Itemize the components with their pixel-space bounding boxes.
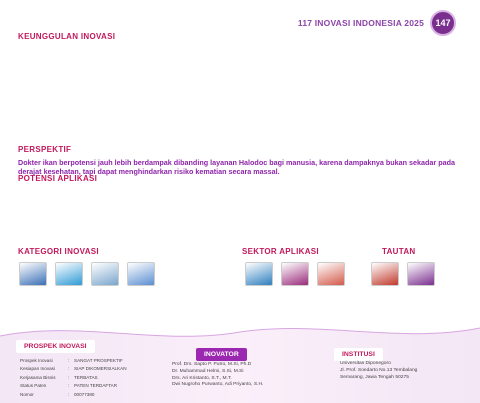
prospek-sep: : [68, 374, 70, 380]
prospek-row [20, 365, 154, 373]
sektor-icon [317, 262, 345, 286]
keunggulan-title: KEUNGGULAN INOVASI [18, 32, 116, 41]
sektor-title: SEKTOR APLIKASI [242, 247, 319, 256]
kategori-item [54, 262, 84, 288]
sektor-icon [281, 262, 309, 286]
sektor-icon [245, 262, 273, 286]
prospek-key: Nomor [20, 391, 34, 397]
inovator-list [172, 362, 263, 389]
inovator-name: Prof. Drs. Sapto P. Putro, M.Si, Ph.D [172, 362, 252, 367]
tautan-title: TAUTAN [382, 247, 416, 256]
inovator-name: Dwi Nugroho Purwanto, Adi Priyanto, S.H. [172, 382, 264, 388]
prospek-value: PATEN TERDAFTAR [74, 383, 118, 389]
inovator-name: Drs. Ari Kristanto, S.T., M.T. [172, 375, 232, 381]
kategori-icon [127, 262, 155, 286]
kategori-item [90, 262, 120, 288]
inovator-name: Dr. Muhammad Helmi, S.Si, M.Si [172, 368, 244, 374]
prospek-key: Status Paten [20, 383, 47, 389]
kategori-icons [18, 262, 156, 288]
prospek-value: TERBATAS [74, 374, 98, 380]
perspektif-text: Dokter ikan berpotensi jauh lebih berdampak dibanding layanan Halodoc bagi manusia, karena dampaknya bukan sekadar pada derajat kesehatan, tapi dapat menghindarkan risiko kematian secara massal. [18, 158, 455, 176]
institusi-line: Universitas Diponegoro [340, 361, 391, 366]
tautan-item [370, 262, 400, 288]
sektor-icons [244, 262, 346, 288]
prospek-row [20, 391, 154, 399]
prospek-row [20, 374, 154, 382]
kategori-icon [91, 262, 119, 286]
header-title: 117 INOVASI INDONESIA 2025 [297, 18, 424, 28]
inovator-tab: INOVATOR [196, 348, 247, 361]
prospek-value: SIAP DIKOMERSIALKAN [74, 366, 127, 372]
institusi-tab: INSTITUSI [334, 348, 383, 361]
prospek-sep: : [68, 358, 70, 363]
prospek-key: Prospek Inovasi [20, 358, 53, 363]
prospek-tab: PROSPEK INOVASI [16, 340, 95, 353]
prospek-sep: : [68, 366, 70, 372]
prospek-table [20, 357, 154, 399]
sektor-item [280, 262, 310, 288]
tautan-icon [371, 262, 399, 286]
prospek-sep: : [68, 383, 70, 389]
perspektif-title: PERSPEKTIF [18, 145, 72, 154]
sektor-item [244, 262, 274, 288]
page-header [298, 10, 456, 36]
prospek-key: Kesiapan Inovasi [20, 366, 55, 372]
kategori-icon [19, 262, 47, 286]
tautan-icons [370, 262, 436, 288]
prospek-row [20, 357, 154, 365]
sektor-item [316, 262, 346, 288]
kategori-item [126, 262, 156, 288]
aplikasi-title: POTENSI APLIKASI [18, 174, 98, 183]
prospek-row [20, 382, 154, 390]
kategori-title: KATEGORI INOVASI [18, 247, 99, 256]
institusi-list [340, 361, 417, 381]
institusi-line: Semarang, Jawa Tengah 50275 [340, 374, 409, 380]
prospek-key: Kerjasama Bisnis [20, 374, 56, 380]
prospek-value: SANGAT PROSPEKTIF [74, 358, 123, 363]
kategori-item [18, 262, 48, 288]
page-number-badge: 147 [430, 10, 456, 36]
tautan-item [406, 262, 436, 288]
kategori-icon [55, 262, 83, 286]
tautan-icon [407, 262, 435, 286]
prospek-value: 00077380 [74, 391, 95, 397]
prospek-sep: : [68, 391, 70, 397]
institusi-line: Jl. Prof. Soedarto No.13 Tembalang [340, 367, 418, 373]
